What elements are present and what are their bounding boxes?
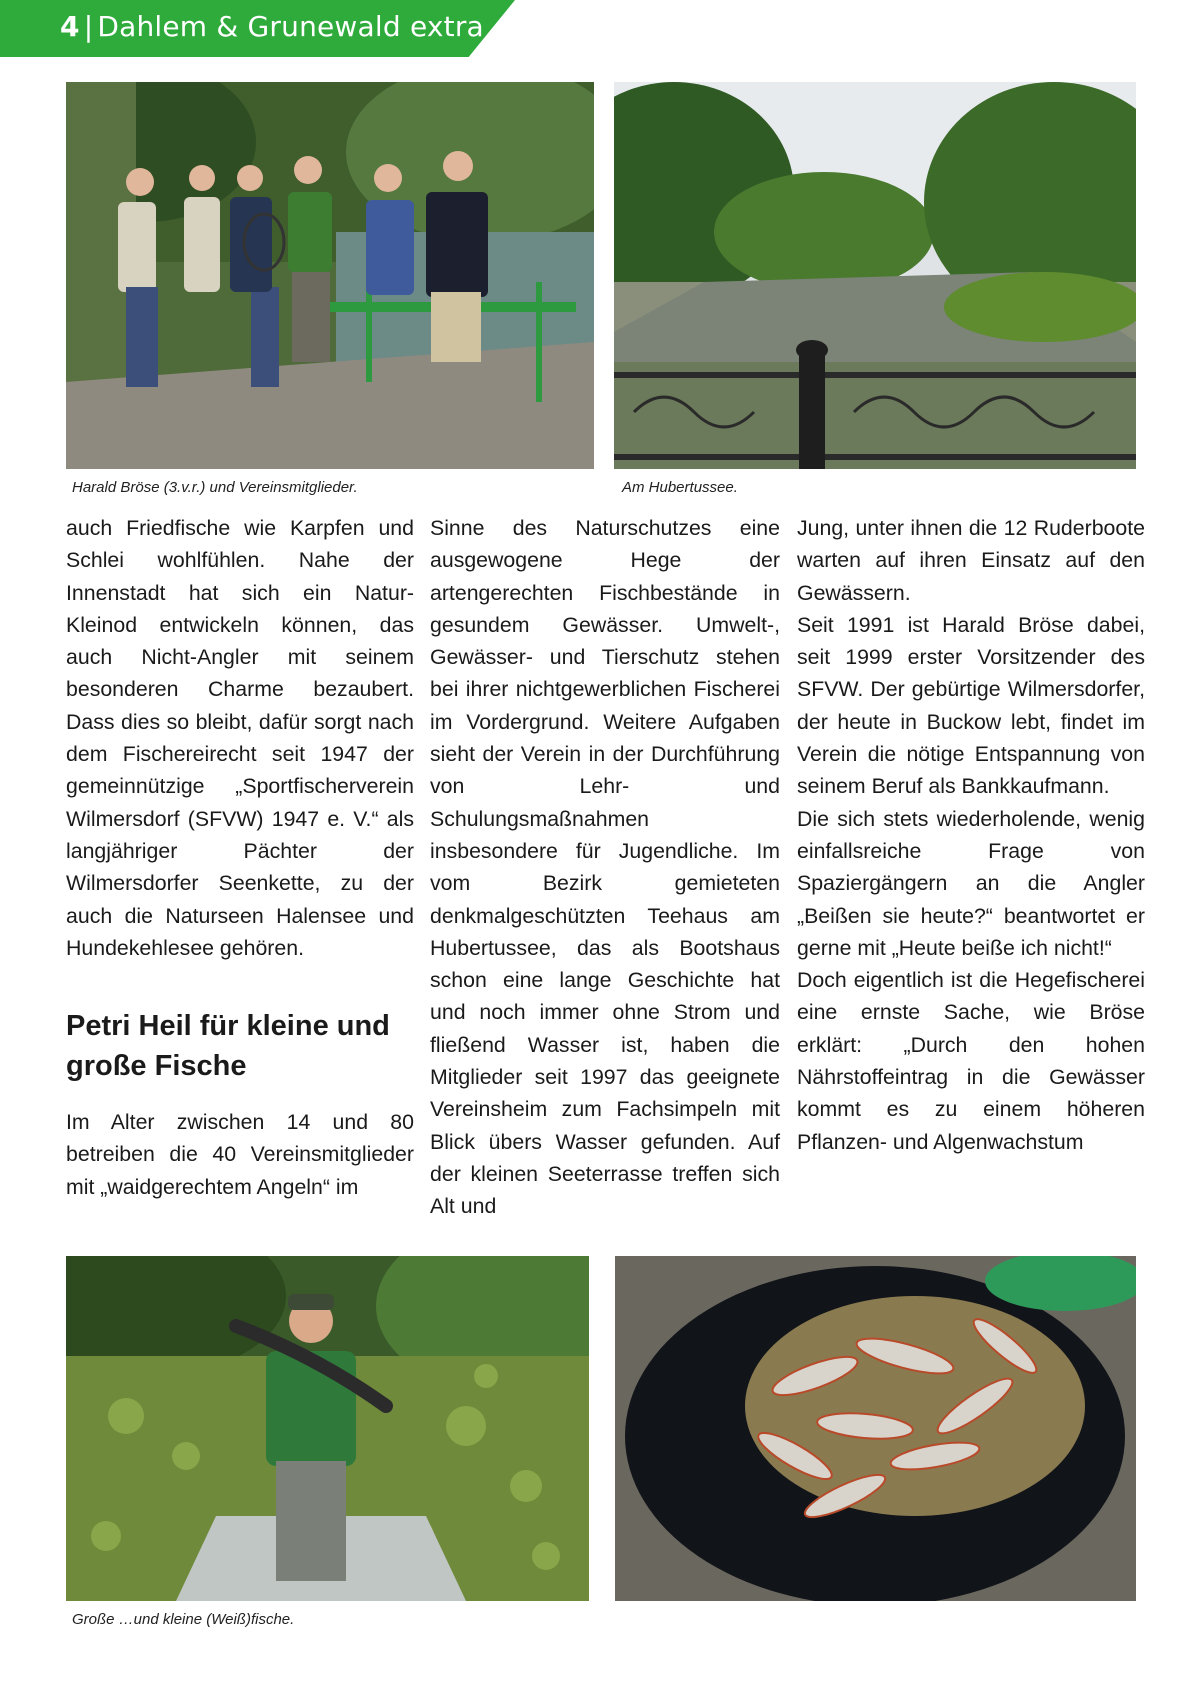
article-paragraph: Die sich stets wiederholende, wenig einfallsreiche Frage von Spaziergängern an die Angler „Beißen sie heute?“ beantwortet er gerne mit „Heute beiße ich nicht!“ [797,806,1145,960]
article-paragraph: Im Alter zwischen 14 und 80 betreiben die 40 Vereinsmitglieder mit „waidgerechtem Angeln“ im [66,1110,414,1199]
article-paragraph: Seit 1991 ist Harald Bröse dabei, seit 1999 erster Vorsitzender des SFVW. Der gebürtige Wilmersdorfer, der heute in Buckow lebt, findet im Verein die nötige Entspannung von seinem Beruf als Bankkaufmann. [797,612,1145,799]
section-title: Dahlem & Grunewald extra [97,10,484,43]
article-column-1 [66,512,414,1203]
group-photo [66,82,594,469]
article-column-3 [797,512,1145,1158]
fish-bag-photo [615,1256,1136,1601]
article-paragraph: auch Friedfische wie Karpfen und Schlei wohlfühlen. Nahe der Innenstadt hat sich ein Natur-Kleinod entwickeln können, das auch Nicht-Angler mit seinem besonderen Charme bezaubert. Dass dies so bleibt, dafür sorgt nach dem Fischereirecht seit 1947 der gemeinnützige „Sportfischerverein Wilmersdorf (SFVW) 1947 e. V.“ als langjähriger Pächter der Wilmersdorfer Seenkette, zu der auch die Naturseen Halensee und Hundekehlesee gehören. [66,516,414,960]
article-paragraph: Sinne des Naturschutzes eine ausgewogene Hege der artengerechten Fischbestände in gesundem Gewässer. Umwelt-, Gewässer- und Tierschutz stehen bei ihrer nichtgewerblichen Fischerei im Vordergrund. Weitere Aufgaben sieht der Verein in der Durchführung von Lehr- und Schulungsmaßnahmen insbesondere für Jugendliche. Im vom Bezirk gemieteten denkmalgeschützten Teehaus am Hubertussee, das als Bootshaus schon eine lange Geschichte hat und noch immer ohne Strom und fließend Wasser ist, haben die Mitglieder seit 1997 das geeignete Vereinsheim zum Fachsimpeln mit Blick übers Wasser gefunden. Auf der kleinen Seeterrasse treffen sich Alt und [430,516,780,1219]
page-header [60,10,484,43]
sturgeon-photo [66,1256,589,1601]
article-subheading: Petri Heil für kleine und große Fische [66,1010,390,1083]
group-photo-caption: Harald Bröse (3.v.r.) und Vereinsmitglieder. [72,479,358,496]
article-paragraph: Doch eigentlich ist die Hegefischerei eine ernste Sache, wie Bröse erklärt: „Durch den hohen Nährstoffeintrag in die Gewässer kommt es zu einem höheren Pflanzen- und Algenwachstum [797,968,1145,1154]
article-column-2 [430,512,780,1223]
lake-photo [614,82,1136,469]
header-separator: | [83,10,94,43]
lake-photo-caption: Am Hubertussee. [622,479,738,496]
page-number: 4 [60,10,80,43]
fish-photos-caption: Große …und kleine (Weiß)fische. [72,1611,295,1628]
article-paragraph: Jung, unter ihnen die 12 Ruderboote warten auf ihren Einsatz auf den Gewässern. [797,516,1145,605]
